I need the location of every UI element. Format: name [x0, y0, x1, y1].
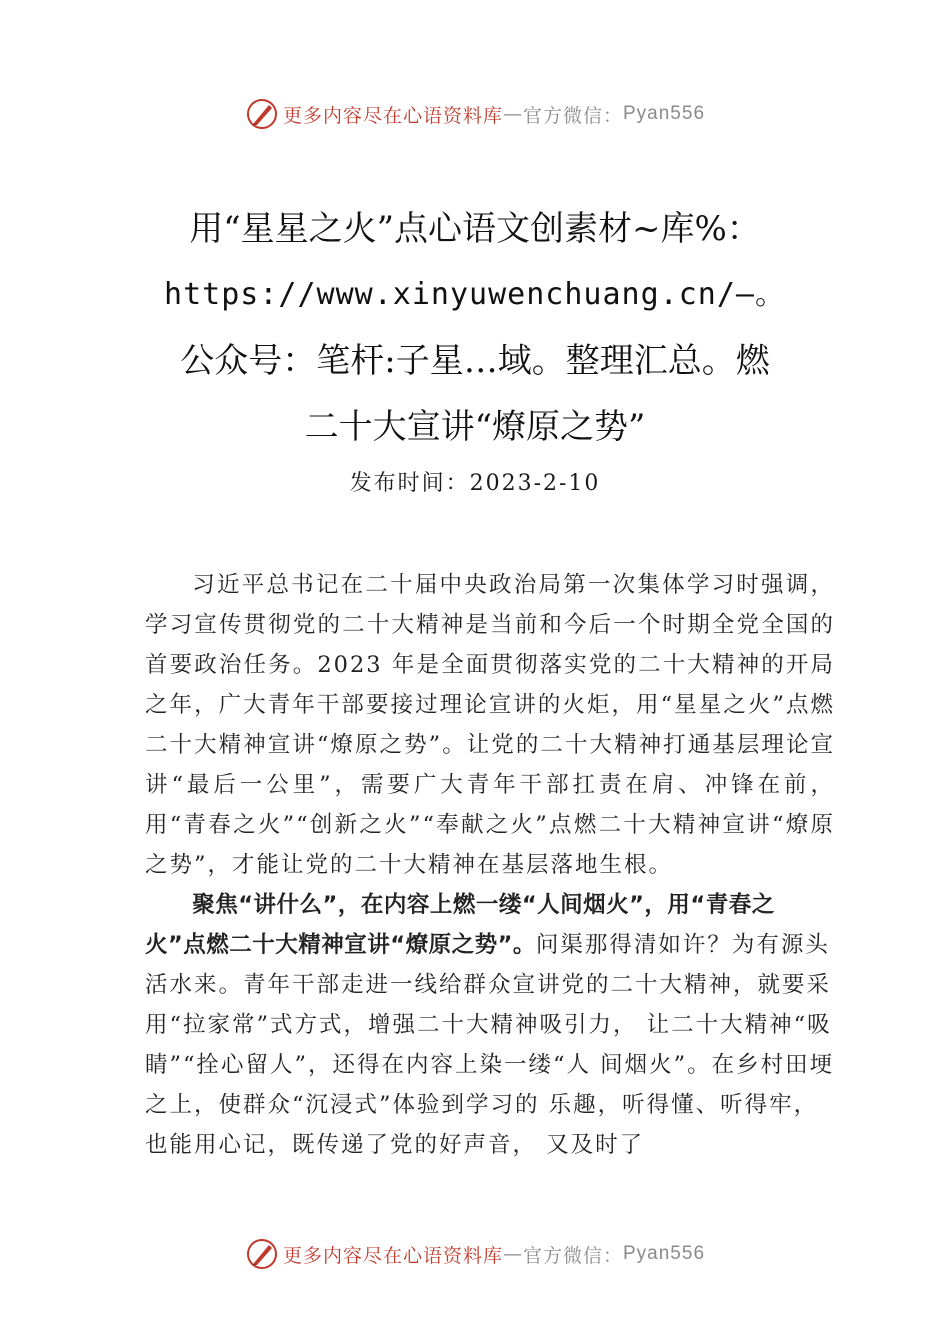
- title-line-3: 公众号：笔杆:子星…域。整理汇总。燃: [180, 341, 770, 381]
- paragraph-2: [145, 885, 835, 1165]
- publish-label: 发布时间：: [349, 471, 470, 496]
- publish-date: [0, 466, 950, 497]
- title-line-url: https://www.xinyuwenchuang.cn/—。: [164, 277, 786, 312]
- title-line-4: 二十大宣讲“燎原之势”: [304, 407, 646, 447]
- banner-wechat-label: 官方微信：: [522, 1244, 623, 1267]
- quill-pen-logo-icon: [245, 1237, 279, 1271]
- banner-dash: —: [502, 1243, 523, 1265]
- publish-date-value: 2023-2-10: [469, 471, 601, 496]
- paragraph-2-heading: 聚焦“讲什么”，在内容上燃一缕“人间烟火”，用“青春之火”点燃二十大精神宣讲“燎原之势”。: [145, 892, 775, 958]
- banner-red-text: 更多内容尽在心语资料库: [282, 104, 503, 127]
- banner-wechat-label: 官方微信：: [522, 104, 623, 127]
- banner-red-text: 更多内容尽在心语资料库: [282, 1244, 503, 1267]
- quill-pen-logo-icon: [245, 97, 279, 131]
- title-line-1: 用“星星之火”点心语文创素材~库%：: [189, 209, 761, 249]
- article-body: [145, 565, 835, 1165]
- banner-handle: Pyan556: [623, 1243, 706, 1264]
- header-banner: [0, 94, 950, 134]
- banner-dash: —: [502, 103, 523, 125]
- banner-handle: Pyan556: [623, 103, 706, 124]
- document-title: [0, 196, 950, 460]
- footer-banner: [0, 1234, 950, 1274]
- paragraph-1: 习近平总书记在二十届中央政治局第一次集体学习时强调，学习宣传贯彻党的二十大精神是当前和今后一个时期全党全国的首要政治任务。2023 年是全面贯彻落实党的二十大精神的开局之年，广大青年干部要接过理论宣讲的火炬，用“星星之火”点燃二十大精神宣讲“燎原之势”。让党的二十大精神打通基层理论宣讲“最后一公里”，需要广大青年干部扛责在肩、冲锋在前，用“青春之火”“创新之火”“奉献之火”点燃二十大精神宣讲“燎原之势”，才能让党的二十大精神在基层落地生根。: [145, 572, 835, 878]
- paragraph-2-text: 问渠那得清如许？为有源头活水来。青年干部走进一线给群众宣讲党的二十大精神，就要采用“拉家常”式方式，增强二十大精神吸引力， 让二十大精神“吸睛”“拴心留人”，还得在内容上染一缕“人 间烟火”。在乡村田埂之上，使群众“沉浸式”体验到学习的 乐趣，听得懂、听得牢，也能用心记，既传递了党的好声音， 又及时了: [145, 932, 835, 1158]
